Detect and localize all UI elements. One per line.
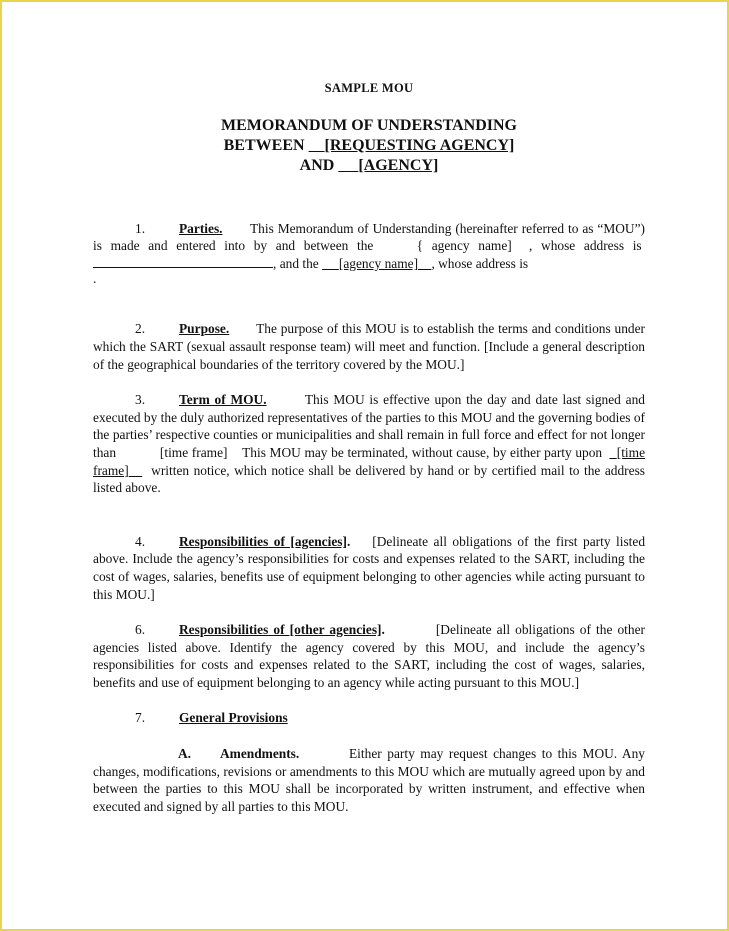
document-title [93,116,645,176]
section-text: , whose address is [529,238,642,254]
section-text: This Memorandum of Understanding (hereinafter referred to as “MOU”) is made and entered into by and between the [93,220,645,254]
document-label: SAMPLE MOU [324,81,414,95]
section-heading-other-responsibilities: Responsibilities of [other agencies] [179,622,382,638]
section-text: , and the [273,255,319,271]
time-frame-field-1: [time frame] [159,444,228,460]
section-text: This MOU is effective upon the day and date last signed and executed by the duly authorized representatives of the parties to this MOU and the governing bodies of the parties’ respective counties or municipalities and shall remain in full force and effect for not longer than [93,392,645,460]
section-heading-term: Term of MOU. [179,392,267,408]
section-number: 7. [135,710,146,726]
section-heading-general-provisions: General Provisions [179,710,288,726]
title-line-2 [93,136,645,156]
title-and: AND [299,156,335,174]
section-number: 6. [135,622,146,638]
section-text: [Delineate all obligations of the first party listed above. Include the agency’s responsibilities for costs and expenses related to the SART, including the cost of wages, salaries, benefits use of equipment belonging to other agencies while acting pursuant to this MOU.] [93,533,646,602]
requesting-agency-field: [REQUESTING AGENCY] [324,136,515,154]
subsection-heading-amendments: Amendments. [220,746,300,762]
section-general-provisions [93,709,645,727]
agency-name-field-1: { agency name] [416,238,512,254]
section-heading-responsibilities: Responsibilities of [agencies] [179,533,347,549]
section-text: The purpose of this MOU is to establish the terms and conditions under which the SART (sexual assault response team) will meet and function. [Include a general description of the geographical boundaries of the territory covered by the MOU.] [93,321,645,372]
section-text: written notice, which notice shall be delivered by hand or by certified mail to the address listed above. [93,462,646,496]
title-line-1: MEMORANDUM OF UNDERSTANDING [221,116,517,134]
subsection-letter: A. [178,746,192,762]
subsection-amendments [93,745,645,815]
time-frame-field-2: [time frame] [93,444,646,478]
title-between: BETWEEN [223,136,305,154]
section-responsibilities-other-agencies: 6. Responsibilities of [other agencies]. [Delineate all obligations of the other agencies listed above. Identify the agency covered by this MOU, and include the agency’s responsibilities for costs and expenses related to the SART, including the cost of wages, salaries, benefits and use of equipment belonging to an agency while acting pursuant to this MOU.] [93,622,645,690]
section-heading-purpose: Purpose. [179,321,230,337]
section-number: 2. [135,321,146,337]
section-term [93,391,645,497]
section-responsibilities-agencies: 4. Responsibilities of [agencies]. [Delineate all obligations of the first party listed above. Include the agency’s responsibilities for costs and expenses related to the SART, including the cost of wages, salaries, benefits use of equipment belonging to other agencies while acting pursuant to this MOU.] [93,533,646,602]
agency-name-field-2: [agency name] [338,255,419,271]
section-number: 1. [135,220,146,236]
agency-field: [AGENCY] [358,156,439,174]
title-line-3 [93,156,645,176]
section-purpose [93,320,645,373]
section-number: 4. [135,533,146,549]
section-number: 3. [135,392,146,408]
section-parties [93,220,645,273]
section-text: Either party may request changes to this MOU. Any changes, modifications, revisions or amendments to this MOU which are mutually agreed upon by and between the parties to this MOU shall be incorporated by written instrument, and effective when executed and signed by all parties to this MOU. [93,746,645,814]
section-text: This MOU may be terminated, without cause, by either party upon [242,444,603,460]
address-blank-1 [93,255,273,268]
section-text: , whose address is [431,255,529,271]
section-text: [Delineate all obligations of the other agencies listed above. Identify the agency covered by this MOU, and include the agency’s responsibilities for costs and expenses related to the SART, including the cost of wages, salaries, benefits and use of equipment belonging to an agency while acting pursuant to this MOU.] [93,622,645,690]
document-page [93,76,645,815]
section-heading-parties: Parties. [179,220,223,236]
section-end-mark: . [93,271,97,287]
